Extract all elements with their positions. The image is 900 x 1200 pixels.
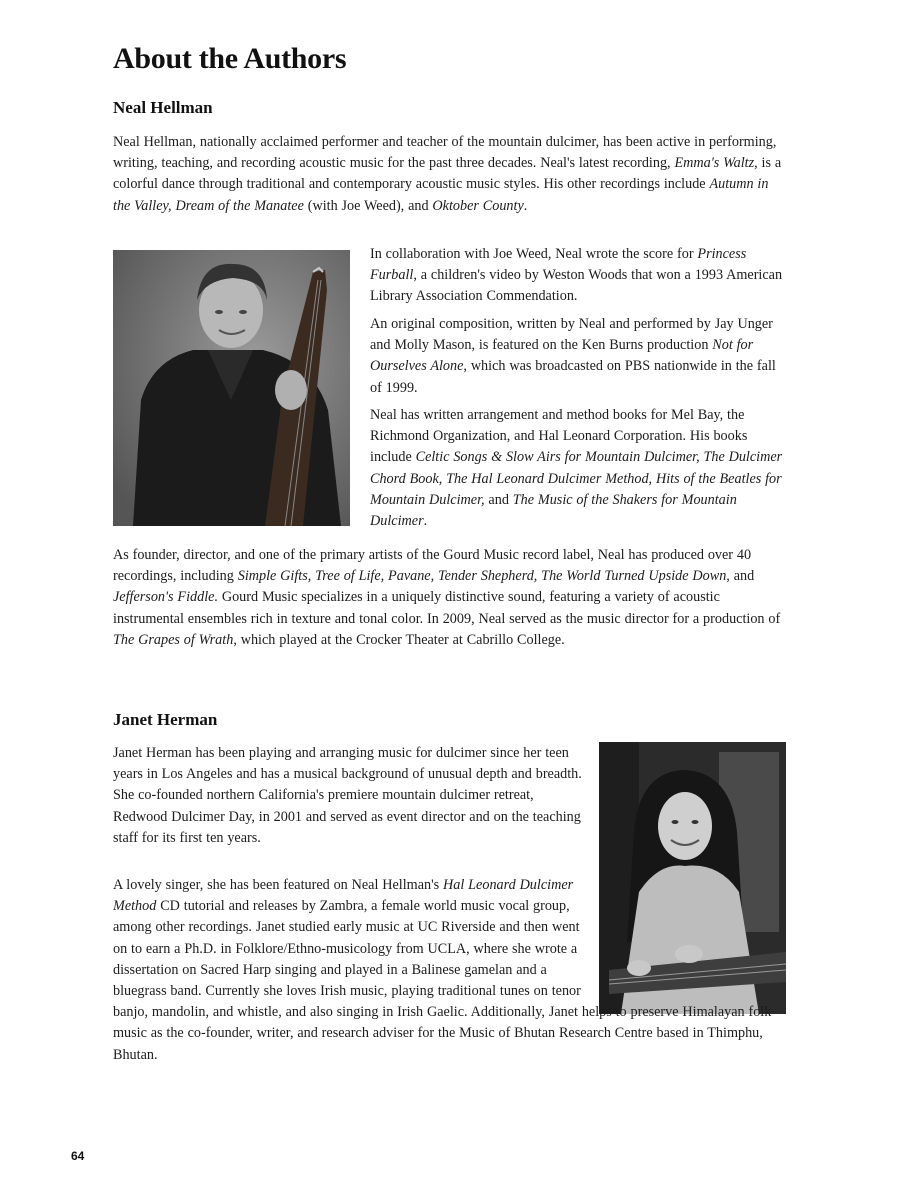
neal-paragraph-5 [113,545,786,651]
page-title: About the Authors [113,42,347,75]
text-run: and [729,568,755,585]
text-run: (with Joe Weed), and [303,197,433,214]
text-run: . [523,197,528,214]
title-grapes-of-wrath: The Grapes of Wrath [113,631,234,648]
page-number: 64 [71,1149,85,1163]
janet-paragraph-1 [113,743,583,849]
title-music-of-the-shakers: The Music of the Shakers for Mountain Dulcimer [370,491,737,530]
title-emmas-waltz: Emma's Waltz [674,155,755,172]
text-run: , a children's video by Weston Woods that won a 1993 American Library Association Commendation. [370,267,783,305]
text-run: As founder, director, and one of the primary artists of the Gourd Music record label, Neal has produced over 40 recordings, including [113,547,752,585]
text-run: CD tutorial and releases by Zambra, a female world music vocal group, among other recordings. Janet studied early music at UC Riverside and then went on to earn a Ph.D. in Folklore/Ethno-musicology from UCLA, where she wrote a dissertation on Sacred Harp singing and played in a Balinese gamelan and a bluegrass band. Currently she loves Irish music, playing traditional tunes on tenor banjo, mandolin, and whistle, and also singing in Irish Gaelic. Additionally, Janet helps to preserve Himalayan folk music as the co-founder, writer, and research adviser for the Music of Bhutan Research Centre based in Thimphu, Bhutan. [113,898,772,1063]
neal-paragraph-3 [370,314,788,399]
text-run: An original composition, written by Neal and performed by Jay Unger and Molly Mason, is featured on the Ken Burns production [370,316,773,354]
text-run: Neal has written arrangement and method books for Mel Bay, the Richmond Organization, and Hal Leonard Corporation. His books include [370,407,748,466]
author-name-neal: Neal Hellman [113,98,213,117]
text-run: , is a colorful dance through traditional and contemporary acoustic music styles. His other recordings include [113,155,782,193]
title-not-for-ourselves-alone: Not for Ourselves Alone [370,337,754,375]
text-run: and [484,491,513,508]
text-run: Neal Hellman, nationally acclaimed performer and teacher of the mountain dulcimer, has been active in performing, writing, teaching, and recording acoustic music for the past three decades. Neal's latest recording, [113,134,777,172]
title-recordings: Autumn in the Valley, Dream of the Manatee [113,176,769,214]
title-princess-furball: Princess Furball [370,246,747,284]
text-run: In collaboration with Joe Weed, Neal wrote the score for [370,246,698,262]
text-run: , which played at the Crocker Theater at Cabrillo College. [233,631,565,648]
author-name-janet: Janet Herman [113,710,218,729]
text-run: . [423,513,428,530]
title-gourd-recordings: Simple Gifts, Tree of Life, Pavane, Tender Shepherd, The World Turned Upside Down, [237,568,730,585]
title-oktober-county: Oktober County [432,197,524,214]
text-run: A lovely singer, she has been featured on Neal Hellman's [113,877,444,893]
neal-photo-graphic [113,250,350,526]
title-jeffersons-fiddle: Jefferson's Fiddle. [113,589,218,606]
text-run: , which was broadcasted on PBS nationwide in the fall of 1999. [370,358,776,396]
title-hal-leonard-dulcimer-method: Hal Leonard Dulcimer Method [113,877,574,915]
text-run: Janet Herman has been playing and arranging music for dulcimer since her teen years in Los Angeles and has a musical background of unusual depth and breadth. She co-founded northern California's premiere mountain dulcimer retreat, Redwood Dulcimer Day, in 2001 and served as event director and on the teaching staff for its first ten years. [113,745,582,846]
photo-neal-hellman [113,250,350,526]
janet-paragraph-2 [113,875,786,1066]
title-books: Celtic Songs & Slow Airs for Mountain Dulcimer, The Dulcimer Chord Book, The Hal Leonard Dulcimer Method, Hits of the Beatles for Mountain Dulcimer, [370,449,783,508]
neal-paragraph-2 [370,244,788,308]
neal-paragraph-1 [113,132,783,217]
neal-paragraph-4 [370,405,788,532]
wrap-spacer [583,875,786,1002]
text-run: Gourd Music specializes in a uniquely distinctive sound, featuring a variety of acoustic instrumental ensembles rich in texture and tonal color. In 2009, Neal served as the music director for a production of [113,589,781,627]
